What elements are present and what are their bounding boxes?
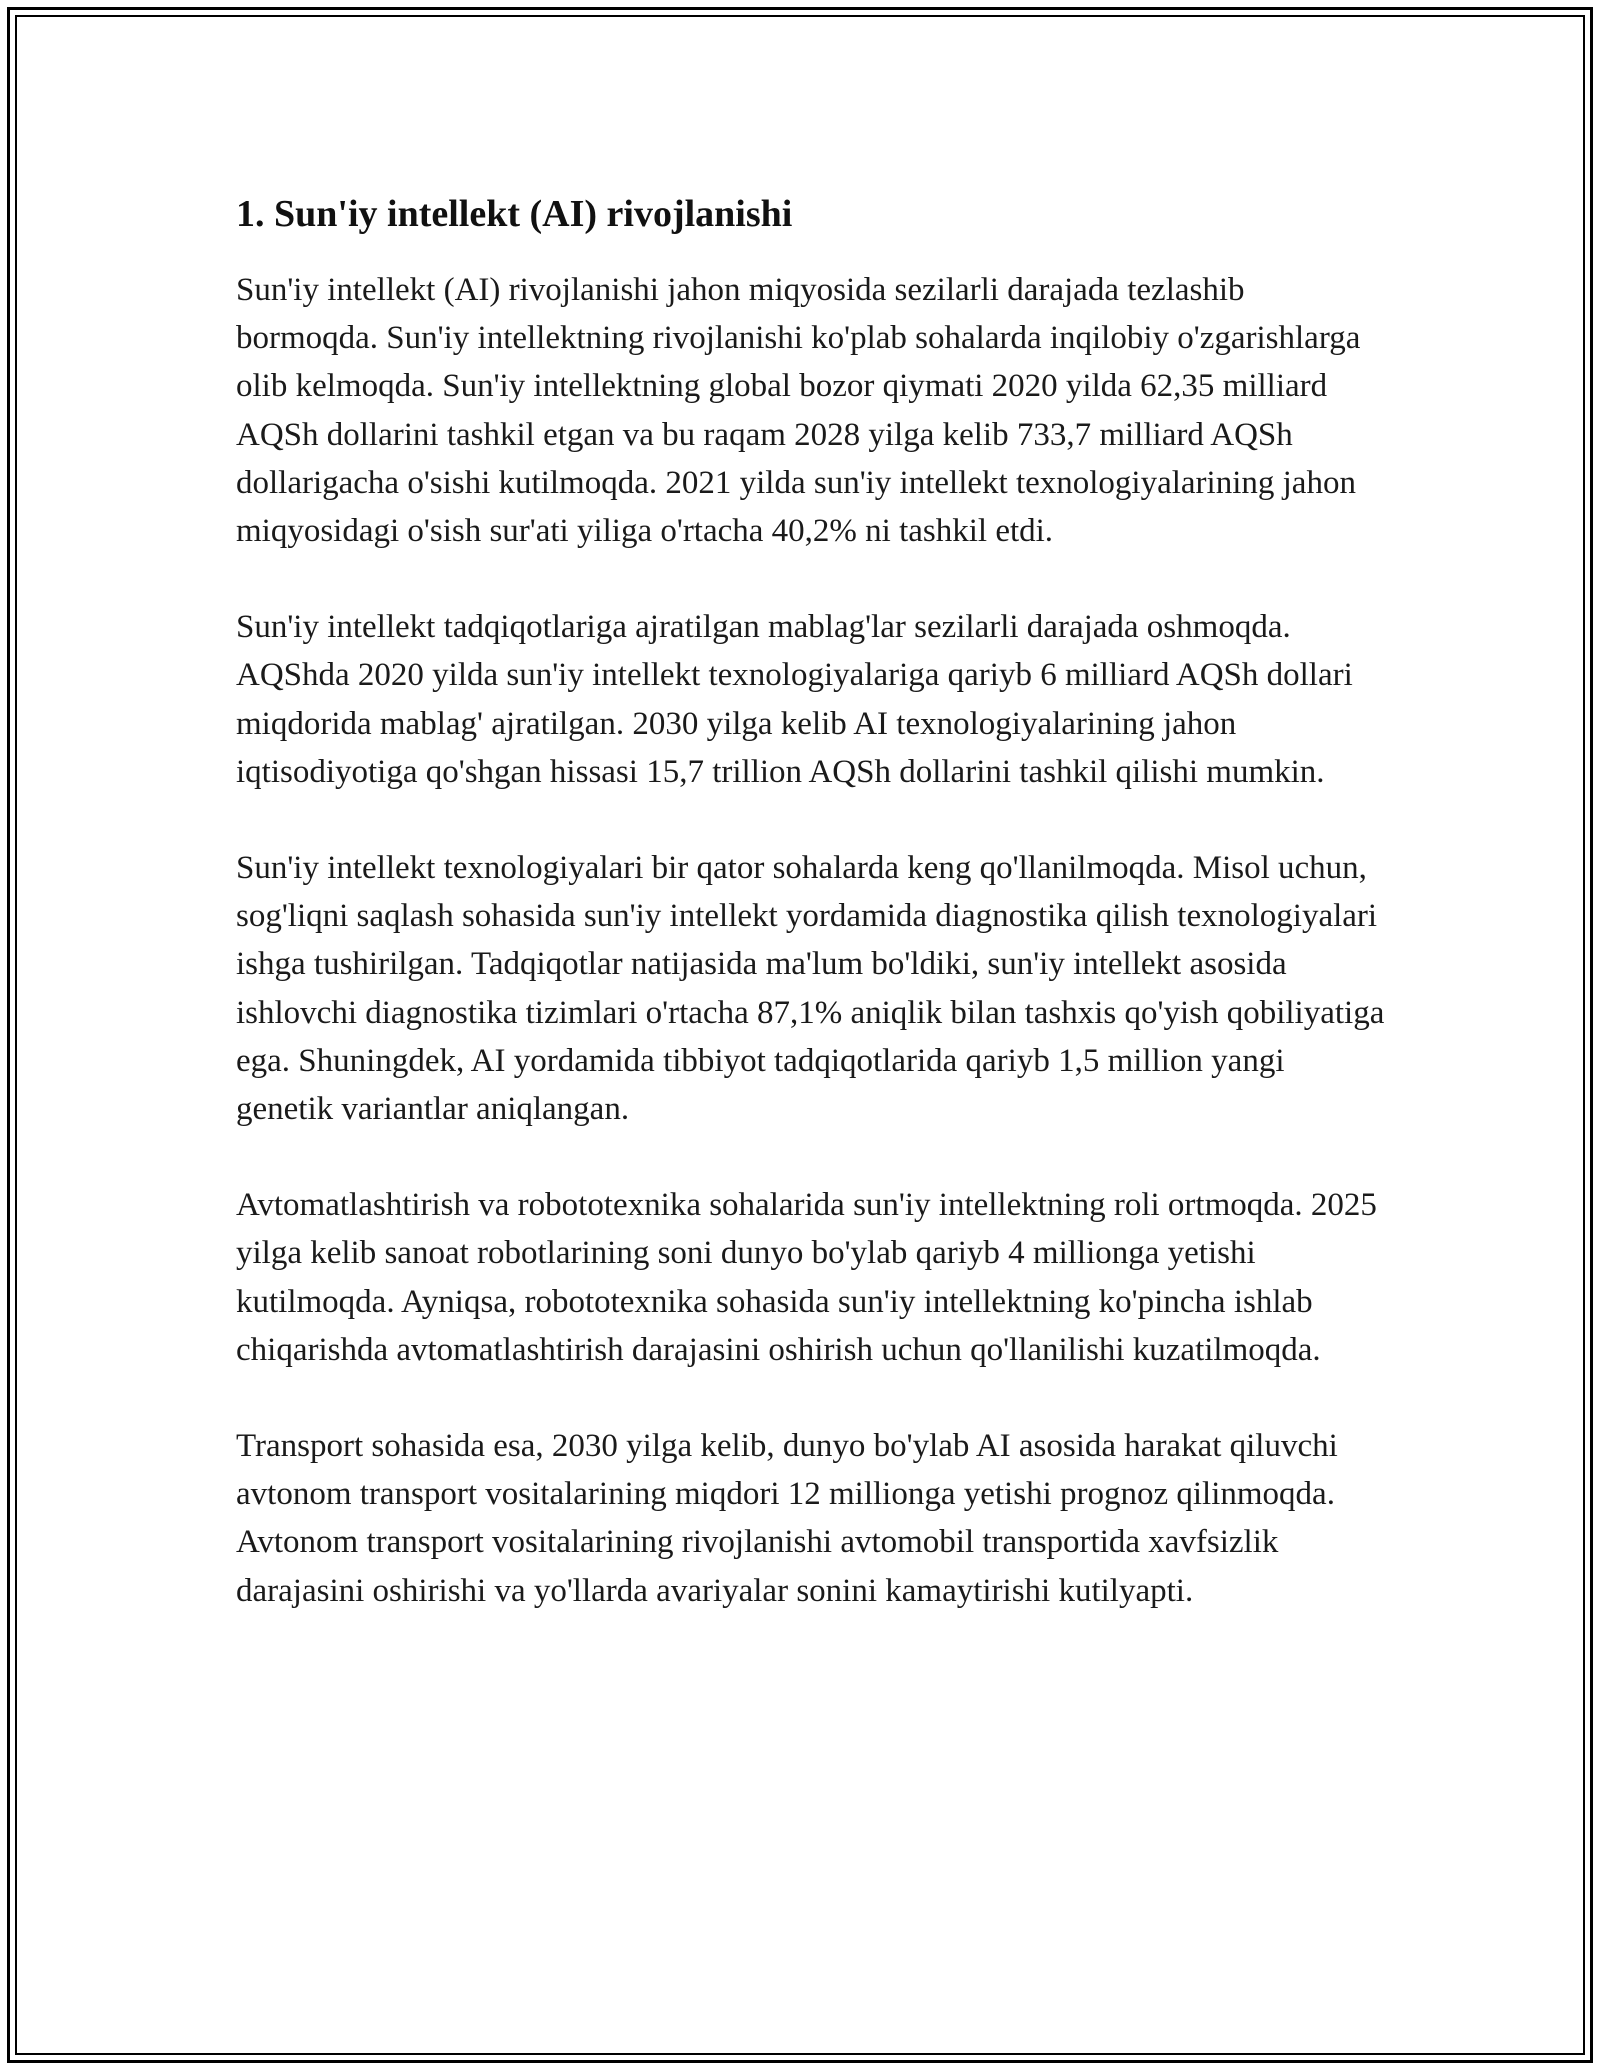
paragraph-research-funding: Sun'iy intellekt tadqiqotlariga ajratilgan mablag'lar sezilarli darajada oshmoqda. AQShda 2020 yilda sun'iy intellekt texnologiyalariga qariyb 6 milliard AQSh dollari miqdorida mablag' ajratilgan. 2030 yilga kelib AI texnologiyalarining jahon iqtisodiyotiga qo'shgan hissasi 15,7 trillion AQSh dollarini tashkil qilishi mumkin. (236, 609, 1353, 790)
document-body (236, 186, 1386, 1663)
paragraph-market-growth: Sun'iy intellekt (AI) rivojlanishi jahon miqyosida sezilarli darajada tezlashib bormoqda. Sun'iy intellektning rivojlanishi ko'plab sohalarda inqilobiy o'zgarishlarga olib kelmoqda. Sun'iy intellektning global bozor qiymati 2020 yilda 62,35 milliard AQSh dollarini tashkil etgan va bu raqam 2028 yilga kelib 733,7 milliard AQSh dollarigacha o'sishi kutilmoqda. 2021 yilda sun'iy intellekt texnologiyalarining jahon miqyosidagi o'sish sur'ati yiliga o'rtacha 40,2% ni tashkil etdi. (236, 272, 1361, 550)
paragraph-transport: Transport sohasida esa, 2030 yilga kelib, dunyo bo'ylab AI asosida harakat qiluvchi avtonom transport vositalarining miqdori 12 millionga yetishi prognoz qilinmoqda. Avtonom transport vositalarining rivojlanishi avtomobil transportida xavfsizlik darajasini oshirishi va yo'llarda avariyalar sonini kamaytirishi kutilyapti. (236, 1428, 1338, 1609)
paragraph-robotics: Avtomatlashtirish va robototexnika sohalarida sun'iy intellektning roli ortmoqda. 2025 yilga kelib sanoat robotlarining soni dunyo bo'ylab qariyb 4 millionga yetishi kutilmoqda. Ayniqsa, robototexnika sohasida sun'iy intellektning ko'pincha ishlab chiqarishda avtomatlashtirish darajasini oshirish uchun qo'llanilishi kuzatilmoqda. (236, 1187, 1377, 1368)
paragraph-healthcare: Sun'iy intellekt texnologiyalari bir qator sohalarda keng qo'llanilmoqda. Misol uchun, sog'liqni saqlash sohasida sun'iy intellekt yordamida diagnostika qilish texnologiyalari ishga tushirilgan. Tadqiqotlar natijasida ma'lum bo'ldiki, sun'iy intellekt asosida ishlovchi diagnostika tizimlari o'rtacha 87,1% aniqlik bilan tashxis qo'yish qobiliyatiga ega. Shuningdek, AI yordamida tibbiyot tadqiqotlarida qariyb 1,5 million yangi genetik variantlar aniqlangan. (236, 850, 1385, 1128)
section-heading: 1. Sun'iy intellekt (AI) rivojlanishi (236, 193, 793, 235)
